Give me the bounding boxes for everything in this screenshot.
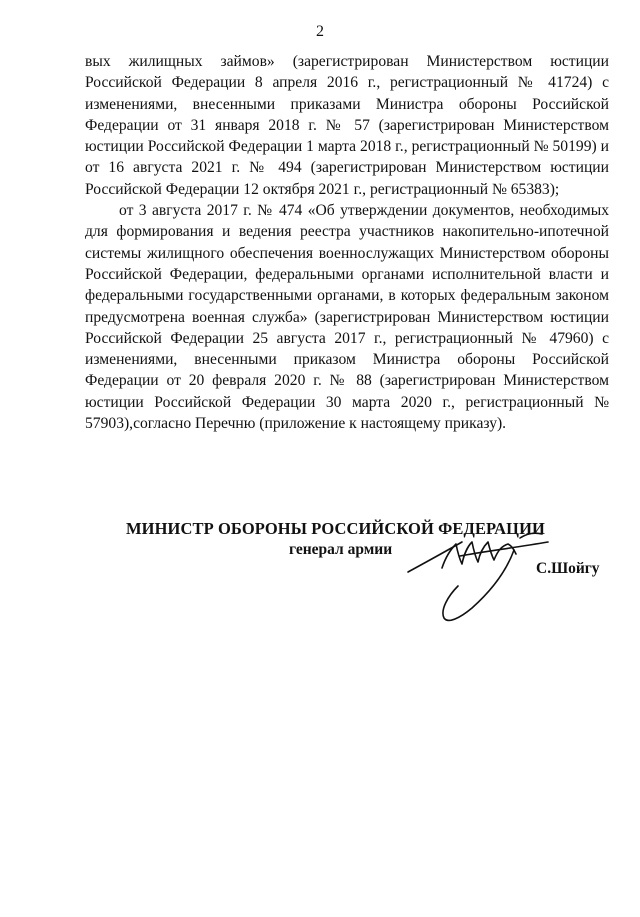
signatory-rank: генерал армии	[289, 541, 393, 558]
paragraph-order-474: от 3 августа 2017 г. № 474 «Об утверждении документов, необходимых для формирования и ведения реестра участников накопительно-ипотечной системы жилищного обеспечения военнослужащих Министерством обороны Российской Федерации, федеральными органами исполнительной власти и федеральными государственными органами, в которых федеральным законом предусмотрена военная служба» (зарегистрирован Министерством юстиции Российской Федерации 25 августа 2017 г., регистрационный № 47960) с изменениями, внесенными приказом Министра обороны Российской Федерации от 20 февраля 2020 г. № 88 (зарегистрирован Министерством юстиции Российской Федерации 30 марта 2020 г., регистрационный № 57903),согласно Перечню (приложение к настоящему приказу).	[85, 202, 609, 433]
paragraph-continuation: вых жилищных займов» (зарегистрирован Министерством юстиции Российской Федерации 8 апреля 2016 г., регистрационный № 41724) с изменениями, внесенными приказами Министра обороны Российской Федерации от 31 января 2018 г. № 57 (зарегистрирован Министерством юстиции Российской Федерации 1 марта 2018 г., регистрационный № 50199) и от 16 августа 2021 г. № 494 (зарегистрирован Министерством юстиции Российской Федерации 12 октября 2021 г., регистрационный № 65383);	[85, 53, 609, 198]
document-body	[85, 51, 609, 434]
handwritten-signature	[402, 520, 552, 630]
page-number: 2	[316, 23, 324, 40]
signatory-name: С.Шойгу	[536, 560, 600, 577]
signatory-title: МИНИСТР ОБОРОНЫ РОССИЙСКОЙ ФЕДЕРАЦИИ	[126, 519, 545, 538]
